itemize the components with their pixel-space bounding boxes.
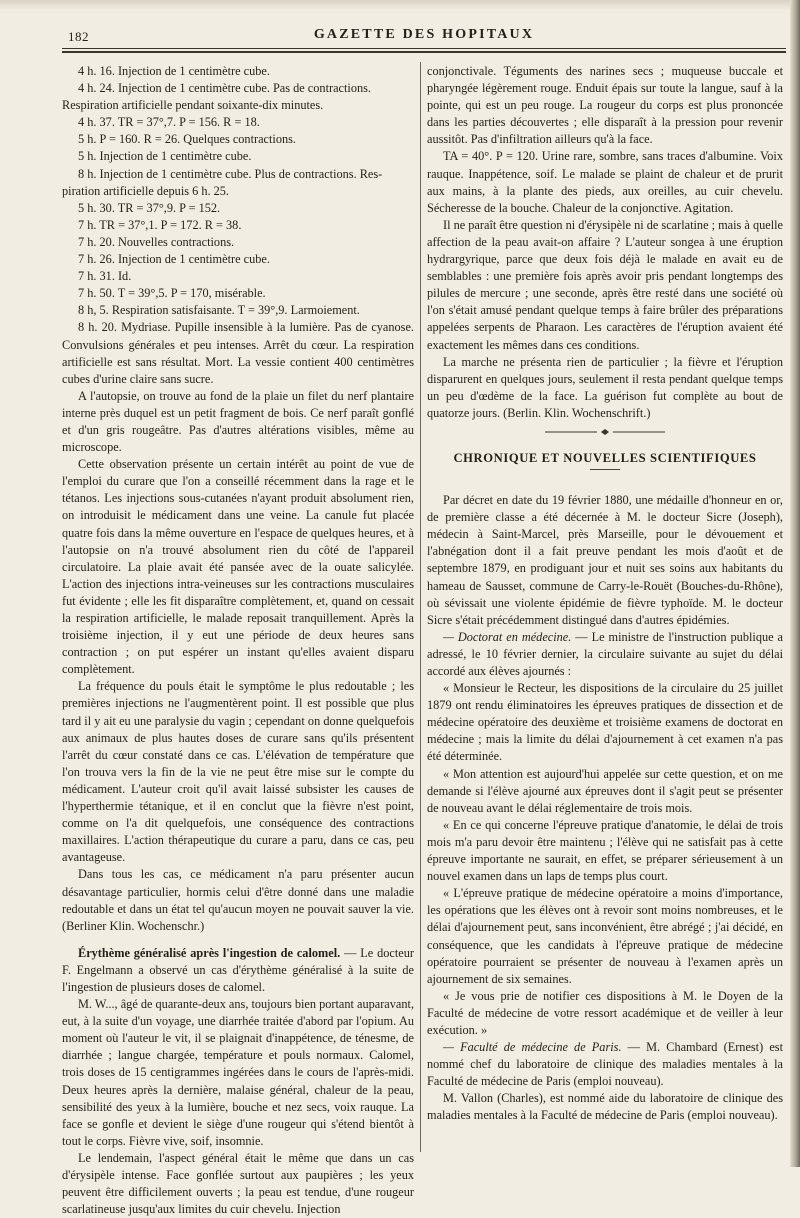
left-column-paragraph bbox=[62, 866, 414, 934]
news-item-heading: — Doctorat en médecine. bbox=[443, 629, 572, 644]
left-column-paragraph bbox=[62, 268, 414, 285]
news-paragraph bbox=[427, 629, 783, 680]
paragraph-text: Respiration artificielle pendant soixante-dix minutes. bbox=[62, 98, 324, 113]
left-column-paragraph bbox=[62, 302, 414, 319]
paragraph-text: 7 h. 31. Id. bbox=[78, 269, 132, 284]
paragraph-text: 7 h. TR = 37°,1. P = 172. R = 38. bbox=[78, 217, 242, 232]
paragraph-text: 5 h. 30. TR = 37°,9. P = 152. bbox=[78, 200, 221, 215]
left-column-paragraph bbox=[62, 63, 414, 80]
paragraph-text: La fréquence du pouls était le symptôme le plus redoutable ; les premières injections ne l'augmentèrent point. Il est possible que plus tard il y ait eu une paralysie du vagin ; cependant on donne quelquefois aux animaux de plus hautes doses de curare sans qu'ils présentent l'arrêt du cœur constaté dans ce cas. L'élévation de température que l'on trouva vers la fin de la vie ne peut être mise sur le compte du médicament. L'auteur croit qu'il avait laissé subsister les causes de l'hyperthermie tétanique, et il en conclut que la fièvre n'est point, comme on l'a dit quelquefois, une conséquence des contractions maxillaires. L'action thérapeutique du curare a paru, dans ce cas, peu avantageuse. bbox=[62, 679, 414, 865]
paragraph-text: — Le ministre de l'instruction publique a adressé, le 10 février dernier, la circulaire suivante au sujet du délai accordé aux élèves ajournés : bbox=[427, 629, 783, 678]
paragraph-text: Cette observation présente un certain intérêt au point de vue de l'emploi du curare que l'on a conseillé récemment dans la rage et le tétanos. Les injections sous-cutanées n'ayant produit absolument rien, on introduisit le médicament dans une veine. La canule fut placée quatre fois dans la même ouverture en l'espace de quelques heures, et à l'autopsie on n'a trouvé absolument rien du côté de l'appareil circulatoire. La plaie avait été pansée avec de la ouate salicylée. L'action des injections intra-veineuses sur les contractions musculaires fut évidente ; elle les fit disparaître complètement, et, quand on cessait la respiration artificielle, le malade reposait tranquillement. Après la troisième injection, il y eut une période de deux heures sans contraction ; on put espérer un instant qu'elles avaient disparu complètement. bbox=[62, 457, 414, 677]
news-paragraph bbox=[427, 988, 783, 1039]
paragraph-text: « En ce qui concerne l'épreuve pratique d'anatomie, le délai de trois mois m'a paru devoir être maintenu ; l'élève qui ne satisfait pas à cette épreuve importante ne saurait, en effet, se préparer sérieusement à un nouvel examen dans un laps de temps plus court. bbox=[427, 817, 783, 884]
left-column-paragraph bbox=[62, 183, 414, 200]
paragraph-text: 7 h. 26. Injection de 1 centimètre cube. bbox=[78, 252, 270, 267]
news-paragraph bbox=[427, 1039, 783, 1090]
journal-title: GAZETTE DES HOPITAUX bbox=[313, 27, 535, 42]
left-column-paragraph bbox=[62, 251, 414, 268]
left-column-paragraph bbox=[62, 97, 414, 114]
paragraph-text: M. W..., âgé de quarante-deux ans, toujours bien portant auparavant, eut, à la suite d'un voyage, une diarrhée traitée d'abord par l'opium. Au moment où l'auteur le vit, il se plaignait d'inappétence, de ténesme, de diarrhée ; langue chargée, température et pouls normaux. Calomel, trois doses de 15 centigrammes ingérées dans le cours de l'après-midi. Deux heures après la dernière, malaise général, chaleur de la peau, sensibilité des yeux à la lumière, bouche et nez secs, voix rauque. La face se gonfle et devient le siège d'une rougeur qui s'étend bientôt à tout le corps. Fièvre vive, soif, insomnie. bbox=[62, 997, 415, 1148]
left-column-paragraph bbox=[62, 319, 414, 387]
paragraph-text: Dans tous les cas, ce médicament n'a paru présenter aucun désavantage particulier, hormis celui d'être donné dans une maladie redoutable et dans un état tel qu'aucun moyen ne pouvait sauver la vie. (Berliner Klin. Wochenschr.) bbox=[62, 867, 414, 933]
paragraph-text: Il ne paraît être question ni d'érysipèle ni de scarlatine ; mais à quelle affection de la peau avait-on affaire ? L'auteur songea à une éruption hydrargyrique, parce que deux fois déjà le malade en avait eu de semblables : une première fois après avoir pris pendant longtemps des pilules de mercure ; une seconde, après être resté dans une société où l'on s'était amusé pendant quelque temps à faire brûler des préparations appelées serpents de Pharaon. Les caractères de l'éruption avaient été exactement les mêmes dans ces conditions. bbox=[427, 217, 783, 352]
left-column-paragraph bbox=[62, 945, 414, 996]
left-column-paragraph bbox=[62, 114, 414, 131]
left-column-paragraph bbox=[62, 148, 414, 165]
page-top-edge bbox=[0, 0, 800, 10]
header-rule-thin bbox=[62, 48, 786, 49]
left-column-paragraph bbox=[62, 285, 414, 302]
section-title: CHRONIQUE ET NOUVELLES SCIENTIFIQUES bbox=[453, 450, 757, 465]
left-column-paragraph bbox=[62, 131, 414, 148]
paragraph-text: « Mon attention est aujourd'hui appelée sur cette question, et on me demande si l'élève ajourné aux épreuves dont il s'agit peut se présenter de nouveau avant le délai réglementaire de trois mois. bbox=[427, 766, 783, 815]
running-header bbox=[62, 27, 786, 47]
left-column-paragraph bbox=[62, 217, 414, 234]
paragraph-text: conjonctivale. Téguments des narines secs ; muqueuse buccale et pharyngée légèrement rouge. Enduit épais sur toute la langue, sauf à la pointe, qui est un peu rouge. La rougeur du corps est plus prononcée dans les parties découvertes ; elle disparaît à la pression pour revenir aussitôt. Pas d'infiltration ailleurs qu'à la face. bbox=[427, 64, 783, 147]
section-separator-ornament bbox=[545, 428, 665, 436]
left-column-paragraph bbox=[62, 388, 414, 456]
article-heading: Érythème généralisé après l'ingestion de calomel. bbox=[78, 945, 341, 960]
paragraph-text: 5 h. Injection de 1 centimètre cube. bbox=[78, 149, 252, 164]
news-item-heading: — Faculté de médecine de Paris. bbox=[443, 1040, 622, 1055]
paragraph-text: 4 h. 37. TR = 37°,7. P = 156. R = 18. bbox=[78, 115, 260, 130]
news-paragraph bbox=[427, 766, 783, 817]
left-column bbox=[62, 63, 414, 1218]
paragraph-text: 8 h, 5. Respiration satisfaisante. T = 39°,9. Larmoiement. bbox=[78, 303, 360, 318]
paragraph-text: 4 h. 16. Injection de 1 centimètre cube. bbox=[78, 64, 270, 78]
paragraph-text: La marche ne présenta rien de particulier ; la fièvre et l'éruption disparurent en quelques jours, seulement il resta pendant quelque temps un peu d'œdème de la face. La guérison fut complète au bout de quatorze jours. (Berlin. Klin. Wochenschrift.) bbox=[427, 354, 783, 420]
paragraph-text: 7 h. 20. Nouvelles contractions. bbox=[78, 234, 235, 249]
paragraph-text: — Le docteur F. Engelmann a observé un cas d'érythème généralisé à la suite de l'ingestion de plusieurs doses de calomel. bbox=[62, 945, 414, 994]
page-binding-edge bbox=[790, 0, 800, 1167]
right-column-continuation bbox=[427, 63, 783, 422]
paragraph-text: TA = 40°. P = 120. Urine rare, sombre, sans traces d'albumine. Voix rauque. Inappétence, soif. Le malade se plaint de chaleur et de prurit aux mains, à la plante des pieds, aux oreilles, au cuir chevelu. Sécheresse de la bouche. Chaleur de la conjonctive. Agitation. bbox=[427, 149, 783, 215]
paragraph-text: 5 h. P = 160. R = 26. Quelques contractions. bbox=[78, 132, 296, 147]
paragraph-text: « L'épreuve pratique de médecine opératoire a moins d'importance, les opérations que les élèves ont à revoir sont moins nombreuses, et le délai d'ajournement peut, sans inconvénient, être abrégé ; j'ai décidé, en conséquence, que les candidats à l'épreuve pratique de médecine opératoire pourraient se présenter de nouveau à l'examen après un ajournement de six semaines. bbox=[427, 886, 783, 986]
left-column-paragraph bbox=[62, 80, 414, 97]
right-column-paragraph bbox=[427, 148, 783, 216]
left-column-paragraph bbox=[62, 234, 414, 251]
news-paragraph bbox=[427, 492, 783, 629]
column-divider bbox=[420, 62, 421, 1152]
paragraph-text: 8 h. Injection de 1 centimètre cube. Plus de contractions. Res- bbox=[78, 166, 383, 181]
left-column-paragraph bbox=[62, 996, 414, 1150]
paragraph-text: — M. Chambard (Ernest) est nommé chef du laboratoire de clinique des maladies mentales à la Faculté de médecine de Paris (emploi nouveau). bbox=[427, 1040, 783, 1089]
paragraph-text: 4 h. 24. Injection de 1 centimètre cube. Pas de contractions. bbox=[78, 81, 371, 96]
left-column-paragraph bbox=[62, 200, 414, 217]
news-paragraph bbox=[427, 680, 783, 765]
news-paragraph bbox=[427, 885, 783, 988]
header-rule-thick bbox=[62, 51, 786, 53]
paragraph-text: 8 h. 20. Mydriase. Pupille insensible à la lumière. Pas de cyanose. Convulsions générales et peu intenses. Arrêt du cœur. La respiration artificielle est sans résultat. Mort. La vessie contient 400 centimètres cubes d'urine claire sans sucre. bbox=[62, 320, 414, 386]
left-column-paragraph bbox=[62, 678, 414, 866]
page-number: 182 bbox=[68, 29, 89, 44]
right-column-paragraph bbox=[427, 354, 783, 422]
right-column-paragraph bbox=[427, 63, 783, 148]
paragraph-text: A l'autopsie, on trouve au fond de la plaie un filet du nerf plantaire interne près duquel est un petit fragment de bois. Ce nerf paraît gonflé et d'un gris rougeâtre. Pas d'autres altérations visibles, même au microscope. bbox=[62, 388, 414, 455]
paragraph-text: Le lendemain, l'aspect général était le même que dans un cas d'érysipèle intense. Face gonflée surtout aux paupières ; les yeux peuvent être difficilement ouverts ; la peau est tendue, d'une rougeur scarlatineuse jusqu'aux limites du cuir chevelu. Injection bbox=[62, 1150, 414, 1217]
paragraph-text: piration artificielle depuis 6 h. 25. bbox=[62, 183, 229, 198]
right-column-paragraph bbox=[427, 217, 783, 354]
section-title-underline bbox=[590, 469, 620, 470]
paragraph-text: « Je vous prie de notifier ces dispositions à M. le Doyen de la Faculté de médecine de votre ressort académique et de veiller à leur exécution. » bbox=[427, 988, 783, 1037]
right-column bbox=[427, 63, 783, 1125]
left-column-paragraph bbox=[62, 456, 414, 678]
left-column-paragraph bbox=[62, 1150, 414, 1218]
news-paragraph bbox=[427, 817, 783, 885]
news-items bbox=[427, 492, 783, 1124]
paragraph-gap bbox=[62, 935, 414, 945]
paragraph-text: M. Vallon (Charles), est nommé aide du laboratoire de clinique des maladies mentales à la Faculté de médecine de Paris (emploi nouveau). bbox=[427, 1091, 783, 1123]
news-paragraph bbox=[427, 1090, 783, 1124]
paragraph-text: « Monsieur le Recteur, les dispositions de la circulaire du 25 juillet 1879 ont rendu éliminatoires les épreuves pratiques de dissection et de médecine opératoire des deuxième et troisième examens de doctorat en médecine ; mais la limite du délai d'ajournement à cet examen n'a pas été déterminée. bbox=[427, 681, 783, 764]
paragraph-text: 7 h. 50. T = 39°,5. P = 170, misérable. bbox=[78, 286, 266, 301]
paragraph-text: Par décret en date du 19 février 1880, une médaille d'honneur en or, de première classe a été décernée à M. le docteur Sicre (Joseph), médecin à Saint-Marcel, près Marseille, pour le dévouement et l'abnégation dont il a fait preuve pendant les mois d'août et de septembre 1879, en prodiguant jour et nuit ses soins aux habitants du hameau de Sausset, commune de Carry-le-Rouët (Bouches-du-Rhône), où sévissait une violente épidémie de fièvre typhoïde. M. le docteur Sicre s'était précédemment distingué dans d'autres épidémies. bbox=[427, 493, 783, 627]
left-column-paragraph bbox=[62, 166, 414, 183]
